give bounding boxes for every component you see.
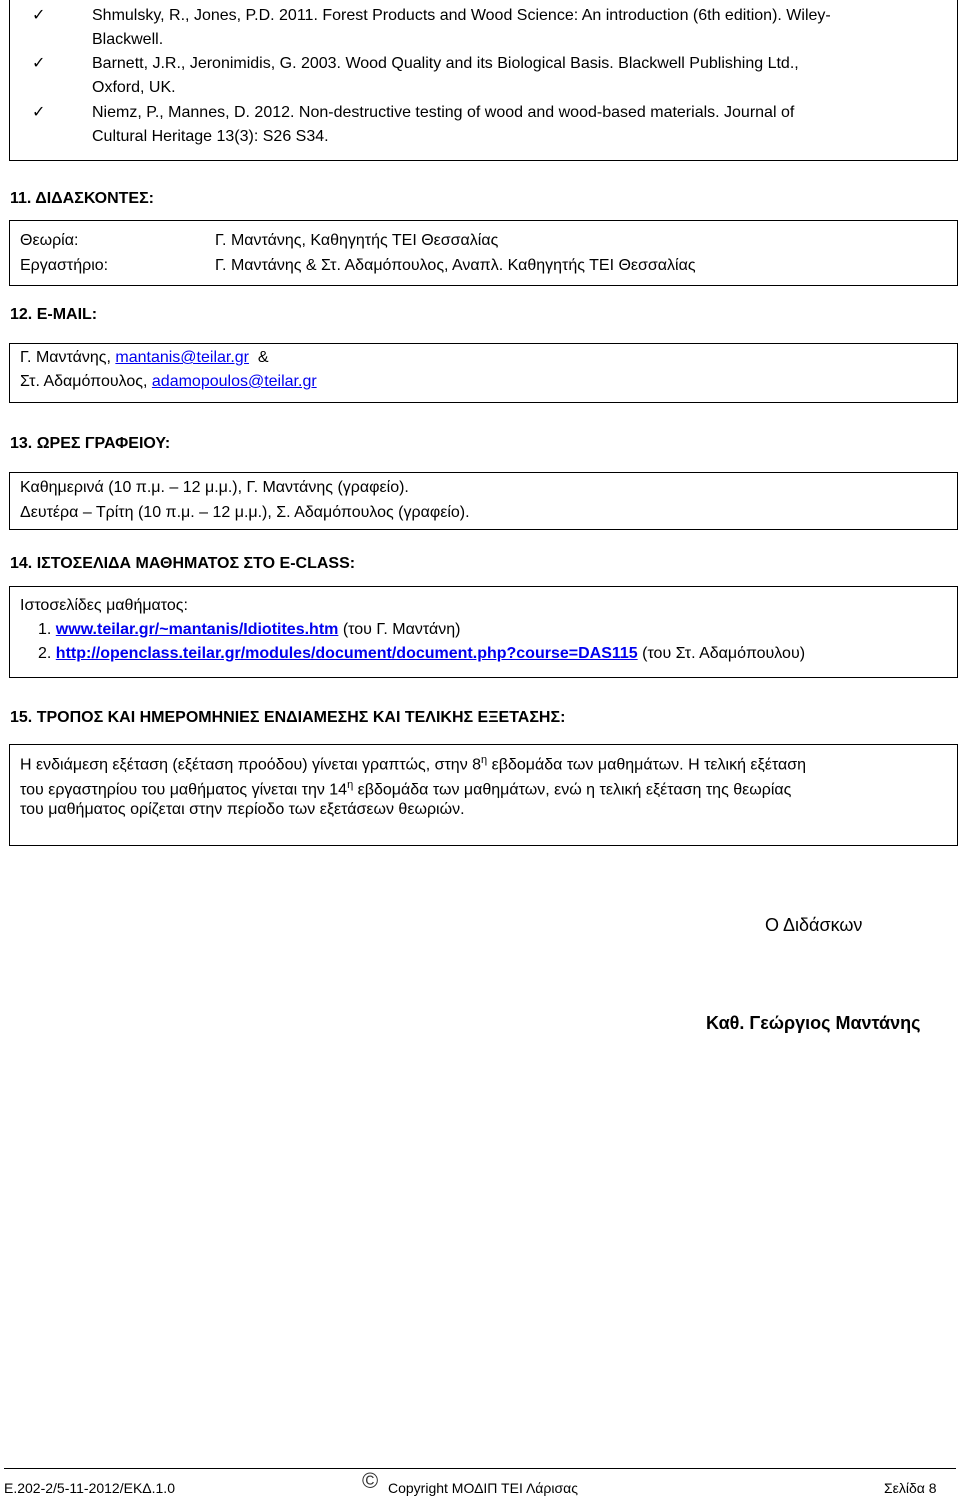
- office-hours-line-2: Δευτέρα – Τρίτη (10 π.μ. – 12 μ.μ.), Σ. Αδαμόπουλος (γραφείο).: [20, 504, 470, 521]
- checkmark-icon: ✓: [32, 55, 46, 72]
- lab-instructor: Γ. Μαντάνης & Στ. Αδαμόπουλος, Αναπλ. Καθηγητής ΤΕΙ Θεσσαλίας: [215, 257, 696, 274]
- reference-item: Barnett, J.R., Jeronimidis, G. 2003. Wood Quality and its Biological Basis. Blackwell Publishing Ltd., Oxford, UK.: [92, 55, 799, 96]
- checkmark-icon: ✓: [32, 104, 46, 121]
- section-12-heading: 12. E-MAIL:: [10, 306, 98, 323]
- exams-text-line-2: του εργαστηρίου του μαθήματος γίνεται την $14^\eta$ εβδομάδα των μαθημάτων, ενώ η τελική εξέταση της θεωρίας: [20, 779, 792, 799]
- course-page-item: 2. http://openclass.teilar.gr/modules/document/document.php?course=DAS115 (του Στ. Αδαμόπουλου): [38, 645, 806, 662]
- footer-copyright: Copyright ΜΟΔΙΠ ΤΕΙ Λάρισας: [388, 1480, 578, 1496]
- reference-item: Niemz, P., Mannes, D. 2012. Non-destructive testing of wood and wood-based materials. Journal of Cultural Heritage 13(3): S26 S34.: [92, 104, 795, 145]
- section-15-heading: 15. ΤΡΟΠΟΣ ΚΑΙ ΗΜΕΡΟΜΗΝΙΕΣ ΕΝΔΙΑΜΕΣΗΣ ΚΑΙ ΤΕΛΙΚΗΣ ΕΞΕΤΑΣΗΣ:: [10, 709, 566, 726]
- email-link-mantanis[interactable]: mantanis@teilar.gr: [115, 349, 250, 366]
- checkmark-icon: ✓: [32, 7, 46, 24]
- email-line-1: Γ. Μαντάνης, mantanis@teilar.gr &: [20, 349, 269, 366]
- section-13-heading: 13. ΩΡΕΣ ΓΡΑΦΕΙΟΥ:: [10, 435, 171, 452]
- lab-label: Εργαστήριο:: [20, 257, 109, 274]
- reference-item: Shmulsky, R., Jones, P.D. 2011. Forest Products and Wood Science: An introduction (6th edition). Wiley- Blackwell.: [92, 7, 831, 48]
- theory-label: Θεωρία:: [20, 232, 79, 249]
- theory-instructor: Γ. Μαντάνης, Καθηγητής ΤΕΙ Θεσσαλίας: [215, 232, 499, 249]
- footer-rule: [4, 1468, 956, 1469]
- email-line-2: Στ. Αδαμόπουλος, adamopoulos@teilar.gr: [20, 373, 317, 390]
- copyright-icon: ©: [362, 1468, 379, 1493]
- section-11-heading: 11. ΔΙΔΑΣΚΟΝΤΕΣ:: [10, 190, 155, 207]
- course-page-link-2[interactable]: http://openclass.teilar.gr/modules/document/document.php?course=DAS115: [55, 645, 638, 662]
- office-hours-line-1: Καθημερινά (10 π.μ. – 12 μ.μ.), Γ. Μαντάνης (γραφείο).: [20, 479, 409, 496]
- signature-role: Ο Διδάσκων: [765, 915, 863, 935]
- footer-page-number: Σελίδα 8: [884, 1480, 937, 1496]
- exams-text-line-1: Η ενδιάμεση εξέταση (εξέταση προόδου) γίνεται γραπτώς, στην $8^\eta$ εβδομάδα των μαθημάτων. Η τελική εξέταση: [20, 754, 806, 774]
- course-pages-intro: Ιστοσελίδες μαθήματος:: [20, 597, 188, 614]
- email-link-adamopoulos[interactable]: adamopoulos@teilar.gr: [151, 373, 317, 390]
- footer-document-code: Ε.202-2/5-11-2012/ΕΚΔ.1.0: [4, 1480, 175, 1496]
- section-14-heading: 14. ΙΣΤΟΣΕΛΙΔΑ ΜΑΘΗΜΑΤΟΣ ΣΤΟ E-CLASS:: [10, 555, 356, 572]
- signature-name: Καθ. Γεώργιος Μαντάνης: [706, 1013, 921, 1033]
- exams-text-line-3: του μαθήματος ορίζεται στην περίοδο των εξετάσεων θεωριών.: [20, 801, 465, 818]
- course-page-link-1[interactable]: www.teilar.gr/~mantanis/Idiotites.htm: [55, 621, 339, 638]
- course-page-item: 1. www.teilar.gr/~mantanis/Idiotites.htm (του Γ. Μαντάνη): [38, 621, 461, 638]
